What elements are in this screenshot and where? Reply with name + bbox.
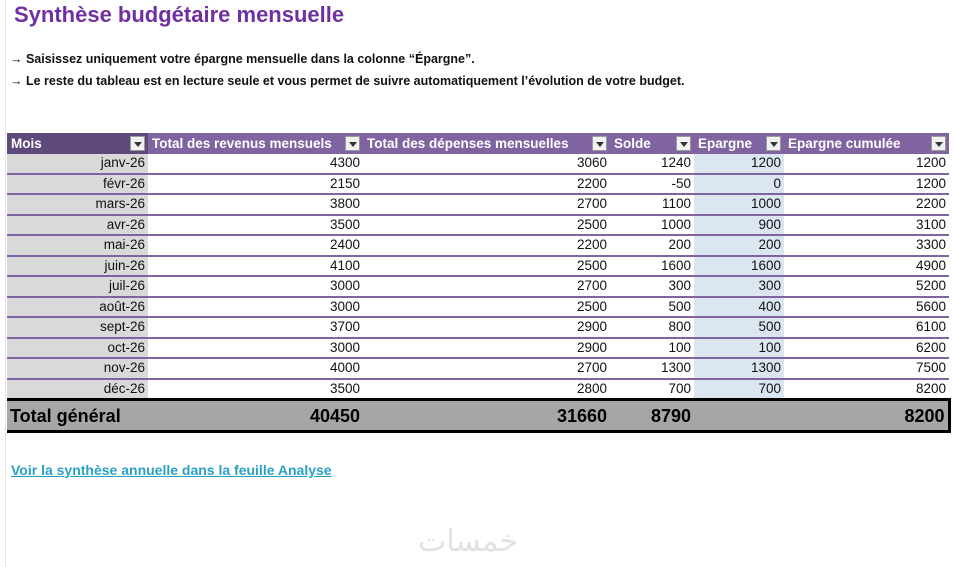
table-row bbox=[7, 256, 949, 277]
cell-epargne-cumulee: 1200 bbox=[784, 174, 949, 195]
cell-depenses: 2200 bbox=[363, 235, 610, 256]
cell-mois: août-26 bbox=[7, 297, 148, 318]
cell-depenses: 2500 bbox=[363, 297, 610, 318]
total-epargne-cumulee: 8200 bbox=[784, 400, 949, 432]
header-epargne: Epargne bbox=[694, 133, 784, 154]
cell-depenses: 2800 bbox=[363, 379, 610, 400]
cell-epargne[interactable]: 300 bbox=[694, 276, 784, 297]
cell-epargne[interactable]: 1600 bbox=[694, 256, 784, 277]
table-row bbox=[7, 358, 949, 379]
cell-epargne-cumulee: 5200 bbox=[784, 276, 949, 297]
cell-epargne[interactable]: 400 bbox=[694, 297, 784, 318]
budget-table bbox=[7, 133, 951, 433]
cell-epargne[interactable]: 1200 bbox=[694, 154, 784, 174]
page-title: Synthèse budgétaire mensuelle bbox=[14, 2, 345, 27]
cell-revenus: 4000 bbox=[148, 358, 363, 379]
cell-epargne[interactable]: 700 bbox=[694, 379, 784, 400]
cell-revenus: 3700 bbox=[148, 317, 363, 338]
table-row bbox=[7, 235, 949, 256]
table-row bbox=[7, 215, 949, 236]
cell-epargne[interactable]: 100 bbox=[694, 338, 784, 359]
cell-revenus: 4300 bbox=[148, 154, 363, 174]
cell-mois: avr-26 bbox=[7, 215, 148, 236]
cell-depenses: 3060 bbox=[363, 154, 610, 174]
cell-epargne[interactable]: 1300 bbox=[694, 358, 784, 379]
cell-depenses: 2700 bbox=[363, 276, 610, 297]
cell-depenses: 2200 bbox=[363, 174, 610, 195]
table-row bbox=[7, 338, 949, 359]
cell-epargne[interactable]: 900 bbox=[694, 215, 784, 236]
instruction-note-2: → Le reste du tableau est en lecture seule et vous permet de suivre automatiquement l’évolution de votre budget. bbox=[10, 74, 685, 88]
cell-revenus: 3500 bbox=[148, 215, 363, 236]
cell-revenus: 4100 bbox=[148, 256, 363, 277]
filter-dropdown-icon[interactable] bbox=[345, 136, 360, 151]
total-label: Total général bbox=[7, 400, 148, 432]
header-row bbox=[7, 133, 949, 154]
filter-dropdown-icon[interactable] bbox=[130, 136, 145, 151]
cell-solde: 100 bbox=[610, 338, 694, 359]
header-depenses: Total des dépenses mensuelles bbox=[363, 133, 610, 154]
filter-dropdown-icon[interactable] bbox=[592, 136, 607, 151]
header-revenus: Total des revenus mensuels bbox=[148, 133, 363, 154]
cell-epargne-cumulee: 8200 bbox=[784, 379, 949, 400]
cell-revenus: 3000 bbox=[148, 297, 363, 318]
cell-revenus: 3500 bbox=[148, 379, 363, 400]
total-depenses: 31660 bbox=[363, 400, 610, 432]
table-row bbox=[7, 174, 949, 195]
cell-mois: déc-26 bbox=[7, 379, 148, 400]
cell-revenus: 3000 bbox=[148, 276, 363, 297]
cell-mois: sept-26 bbox=[7, 317, 148, 338]
header-solde: Solde bbox=[610, 133, 694, 154]
cell-epargne-cumulee: 7500 bbox=[784, 358, 949, 379]
table-row bbox=[7, 317, 949, 338]
cell-solde: -50 bbox=[610, 174, 694, 195]
cell-mois: juil-26 bbox=[7, 276, 148, 297]
cell-mois: janv-26 bbox=[7, 154, 148, 174]
cell-epargne-cumulee: 6100 bbox=[784, 317, 949, 338]
total-epargne bbox=[694, 400, 784, 432]
cell-epargne-cumulee: 6200 bbox=[784, 338, 949, 359]
analyse-sheet-link[interactable]: Voir la synthèse annuelle dans la feuille Analyse bbox=[11, 462, 332, 478]
cell-solde: 1300 bbox=[610, 358, 694, 379]
cell-solde: 500 bbox=[610, 297, 694, 318]
cell-revenus: 3000 bbox=[148, 338, 363, 359]
table-row bbox=[7, 379, 949, 400]
cell-epargne[interactable]: 1000 bbox=[694, 194, 784, 215]
cell-depenses: 2500 bbox=[363, 215, 610, 236]
cell-solde: 800 bbox=[610, 317, 694, 338]
header-mois: Mois bbox=[7, 133, 148, 154]
total-solde: 8790 bbox=[610, 400, 694, 432]
cell-mois: mai-26 bbox=[7, 235, 148, 256]
cell-epargne[interactable]: 0 bbox=[694, 174, 784, 195]
filter-dropdown-icon[interactable] bbox=[766, 136, 781, 151]
cell-mois: févr-26 bbox=[7, 174, 148, 195]
filter-dropdown-icon[interactable] bbox=[676, 136, 691, 151]
cell-solde: 200 bbox=[610, 235, 694, 256]
cell-depenses: 2700 bbox=[363, 358, 610, 379]
cell-depenses: 2900 bbox=[363, 338, 610, 359]
cell-epargne-cumulee: 2200 bbox=[784, 194, 949, 215]
cell-depenses: 2700 bbox=[363, 194, 610, 215]
cell-depenses: 2500 bbox=[363, 256, 610, 277]
cell-solde: 1600 bbox=[610, 256, 694, 277]
table-row bbox=[7, 276, 949, 297]
cell-solde: 1100 bbox=[610, 194, 694, 215]
cell-mois: oct-26 bbox=[7, 338, 148, 359]
cell-epargne-cumulee: 3300 bbox=[784, 235, 949, 256]
filter-dropdown-icon[interactable] bbox=[931, 136, 946, 151]
instruction-note-1: → Saisissez uniquement votre épargne mensuelle dans la colonne “Épargne”. bbox=[10, 52, 475, 66]
cell-solde: 300 bbox=[610, 276, 694, 297]
table-row bbox=[7, 154, 949, 174]
cell-mois: juin-26 bbox=[7, 256, 148, 277]
cell-mois: mars-26 bbox=[7, 194, 148, 215]
cell-epargne-cumulee: 4900 bbox=[784, 256, 949, 277]
cell-epargne-cumulee: 3100 bbox=[784, 215, 949, 236]
cell-solde: 1000 bbox=[610, 215, 694, 236]
cell-revenus: 3800 bbox=[148, 194, 363, 215]
cell-solde: 1240 bbox=[610, 154, 694, 174]
watermark: خمسات bbox=[418, 524, 519, 559]
cell-revenus: 2400 bbox=[148, 235, 363, 256]
table-row bbox=[7, 297, 949, 318]
cell-epargne-cumulee: 1200 bbox=[784, 154, 949, 174]
cell-solde: 700 bbox=[610, 379, 694, 400]
total-row bbox=[7, 400, 949, 432]
cell-revenus: 2150 bbox=[148, 174, 363, 195]
cell-mois: nov-26 bbox=[7, 358, 148, 379]
table-row bbox=[7, 194, 949, 215]
cell-epargne-cumulee: 5600 bbox=[784, 297, 949, 318]
cell-depenses: 2900 bbox=[363, 317, 610, 338]
header-epargne-cumulee: Epargne cumulée bbox=[784, 133, 949, 154]
sheet-left-edge bbox=[0, 0, 6, 567]
cell-epargne[interactable]: 500 bbox=[694, 317, 784, 338]
total-revenus: 40450 bbox=[148, 400, 363, 432]
cell-epargne[interactable]: 200 bbox=[694, 235, 784, 256]
